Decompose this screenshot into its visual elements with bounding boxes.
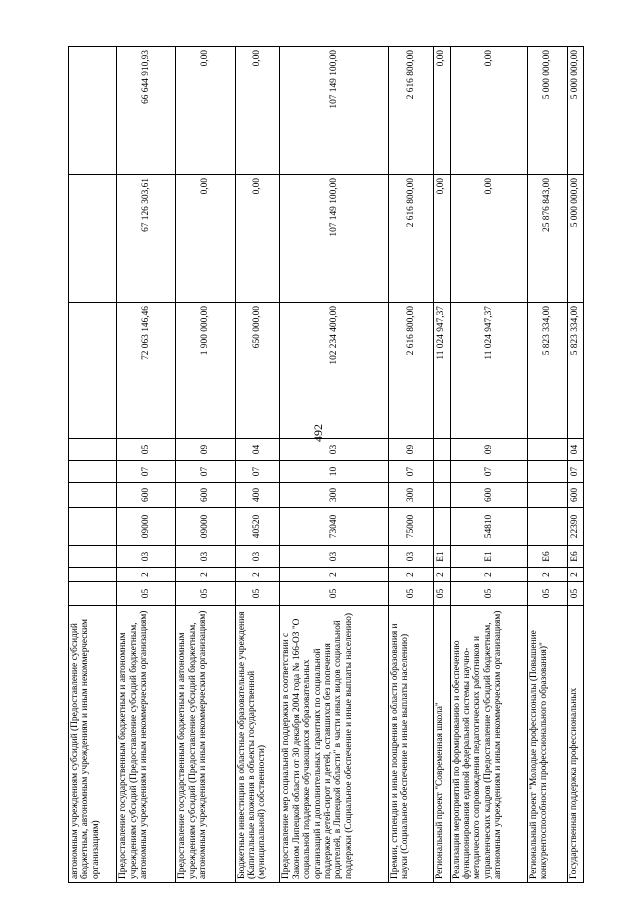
amount-cell: 0,00 [450,47,527,175]
table-row [117,47,176,883]
amount-cell: 72 063 146,46 [117,303,176,439]
code-cell [69,483,117,508]
amount-cell: 1 900 000,00 [176,303,235,439]
amount-cell: 0,00 [235,175,280,303]
row-name-cell: Бюджетные инвестиции в областные образовательные учреждения (Капитальные вложения в объекты государственной (муниципальной) собственности) [235,606,280,883]
code-cell: 05 [567,582,583,606]
code-cell: 07 [176,461,235,483]
code-cell: 05 [280,582,389,606]
code-cell: 04 [235,439,280,461]
code-cell: 05 [450,582,527,606]
code-cell: 09000 [117,508,176,546]
table-body [69,47,584,883]
code-cell: 03 [389,546,434,568]
table-row [69,47,117,883]
code-cell: 75000 [389,508,434,546]
table-row [567,47,583,883]
code-cell: 07 [450,461,527,483]
code-cell: 2 [567,568,583,582]
table-row [280,47,389,883]
table-row [235,47,280,883]
amount-cell: 102 234 400,00 [280,303,389,439]
code-cell [69,546,117,568]
row-name-cell: Предоставление государственным бюджетным и автономным учреждениям субсидий (Предоставление субсидий бюджетным, автономным учреждениям и иным некоммерческим организациям) [176,606,235,883]
code-cell: 2 [450,568,527,582]
code-cell: 40520 [235,508,280,546]
table-row [433,47,450,883]
row-name-cell: Предоставление государственным бюджетным и автономным учреждениям субсидий (Предоставление субсидий бюджетным, автономным учреждениям и иным некоммерческим организациям) [117,606,176,883]
row-name-cell: Премии, стипендии и иные поощрения в области образования и науки (Социальное обеспечение и иные выплаты населению) [389,606,434,883]
code-cell: 2 [527,568,567,582]
code-cell: E6 [527,546,567,568]
code-cell: 07 [567,461,583,483]
code-cell [433,508,450,546]
code-cell [69,568,117,582]
code-cell: 03 [280,439,389,461]
code-cell: 73040 [280,508,389,546]
table-row [450,47,527,883]
amount-cell: 0,00 [450,175,527,303]
amount-cell: 0,00 [433,175,450,303]
amount-cell: 5 823 334,00 [527,303,567,439]
code-cell: 54810 [450,508,527,546]
code-cell: E1 [433,546,450,568]
amount-cell: 25 876 843,00 [527,175,567,303]
code-cell: 03 [235,546,280,568]
amount-cell: 5 000 000,00 [567,47,583,175]
amount-cell: 0,00 [433,47,450,175]
code-cell: 2 [280,568,389,582]
code-cell: 05 [235,582,280,606]
code-cell: 05 [176,582,235,606]
row-name-cell: Реализация мероприятий по формированию и обеспечению функционирования единой федеральной системы научно-методического сопровождения педагогических работников и управленческих кадров (Предоставление субсидий бюджетным, автономным учреждениям и иным некоммерческим организациям) [450,606,527,883]
code-cell: 07 [117,461,176,483]
row-name-cell: Региональный проект "Современная школа" [433,606,450,883]
code-cell: 2 [433,568,450,582]
code-cell: 09 [176,439,235,461]
amount-cell: 11 024 947,37 [450,303,527,439]
code-cell: 600 [176,483,235,508]
amount-cell: 2 616 800,00 [389,47,434,175]
table-row [389,47,434,883]
table-row [527,47,567,883]
code-cell: 600 [450,483,527,508]
code-cell [433,439,450,461]
row-name-cell: Региональный проект "Молодые профессионалы (Повышение конкурентоспособности профессионального образования)" [527,606,567,883]
code-cell: 300 [280,483,389,508]
amount-cell: 67 126 303,61 [117,175,176,303]
code-cell: 05 [527,582,567,606]
code-cell [69,508,117,546]
amount-cell [69,303,117,439]
amount-cell [69,47,117,175]
row-name-cell: автономным учреждениям субсидий (Предоставление субсидий бюджетным, автономным учреждениям и иным некоммерческим организациям) [69,606,117,883]
rotated-budget-table [68,47,584,883]
code-cell: 05 [117,582,176,606]
row-name-cell: Государственная поддержка профессиональных [567,606,583,883]
amount-cell: 107 149 100,00 [280,175,389,303]
code-cell: 04 [567,439,583,461]
code-cell: 03 [280,546,389,568]
code-cell: E6 [567,546,583,568]
code-cell: 2 [235,568,280,582]
amount-cell: 5 000 000,00 [527,47,567,175]
amount-cell [69,175,117,303]
code-cell [433,483,450,508]
amount-cell: 0,00 [176,47,235,175]
code-cell: 2 [176,568,235,582]
amount-cell: 107 149 100,00 [280,47,389,175]
code-cell: 400 [235,483,280,508]
code-cell [69,582,117,606]
code-cell: 2 [117,568,176,582]
code-cell: 09 [389,439,434,461]
code-cell: 600 [567,483,583,508]
code-cell [527,439,567,461]
amount-cell: 0,00 [235,47,280,175]
code-cell: 300 [389,483,434,508]
row-name-cell: Предоставление мер социальной поддержки в соответствии с Законом Липецкой области от 30 декабря 2004 года № 166-ОЗ "О социальной поддержке обучающихся образовательных организаций и дополнительных гарантиях по социальной поддержке детей-сирот и детей, оставшихся без попечения родителей, в Липецкой области" в части иных видов социальной поддержки (Социальное обеспечение и иные выплаты населению) [280,606,389,883]
code-cell: 2 [389,568,434,582]
code-cell: 05 [117,439,176,461]
code-cell: 09000 [176,508,235,546]
amount-cell: 11 024 947,37 [433,303,450,439]
page-number: 492 [311,424,325,442]
amount-cell: 5 823 334,00 [567,303,583,439]
code-cell: 10 [280,461,389,483]
code-cell: 09 [450,439,527,461]
code-cell: 05 [389,582,434,606]
code-cell [69,461,117,483]
code-cell: 07 [235,461,280,483]
code-cell [527,483,567,508]
code-cell: 22390 [567,508,583,546]
code-cell [527,461,567,483]
budget-table [68,46,584,883]
amount-cell: 5 000 000,00 [567,175,583,303]
amount-cell: 66 644 910,93 [117,47,176,175]
amount-cell: 0,00 [176,175,235,303]
code-cell: 03 [117,546,176,568]
amount-cell: 2 616 800,00 [389,303,434,439]
code-cell [527,508,567,546]
code-cell: E1 [450,546,527,568]
code-cell [69,439,117,461]
code-cell: 05 [433,582,450,606]
code-cell [433,461,450,483]
code-cell: 03 [176,546,235,568]
code-cell: 07 [389,461,434,483]
amount-cell: 650 000,00 [235,303,280,439]
table-row [176,47,235,883]
amount-cell: 2 616 800,00 [389,175,434,303]
code-cell: 600 [117,483,176,508]
